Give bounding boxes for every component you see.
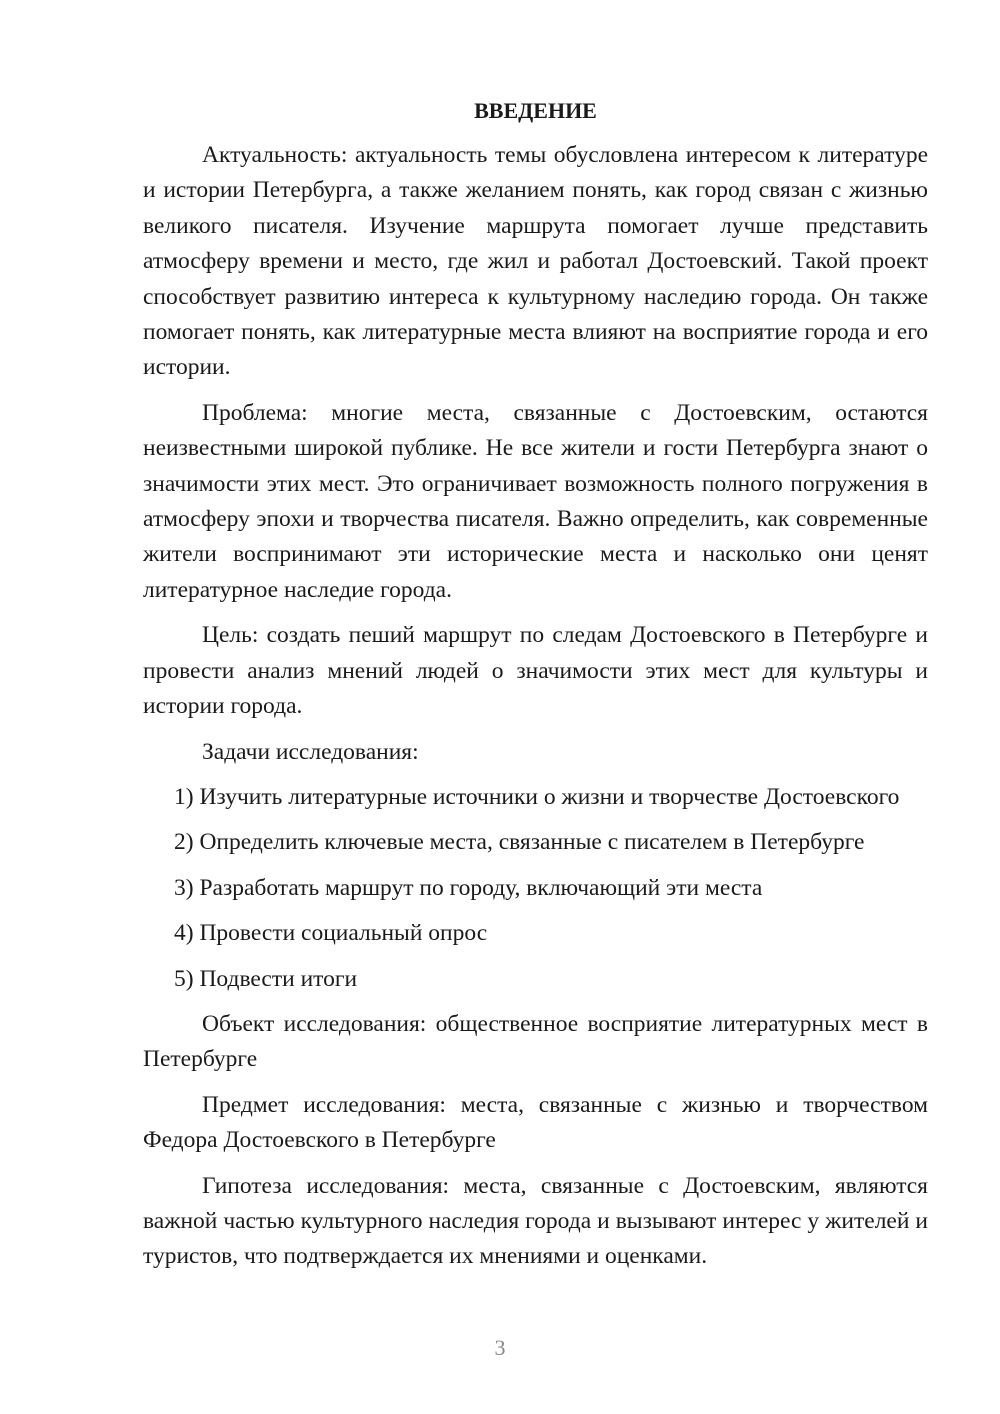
paragraph-problem: Проблема: многие места, связанные с Достоевским, остаются неизвестными широкой публике. Не все жители и гости Петербурга знают о значимости этих мест. Это ограничивает возможность полного погружения в атмосферу эпохи и творчества писателя. Важно определить, как современные жители воспринимают эти исторические места и насколько они ценят литературное наследие города.	[143, 399, 928, 603]
paragraph-object: Объект исследования: общественное восприятие литературных мест в Петербурге	[143, 1010, 928, 1073]
paragraph-subject: Предмет исследования: места, связанные с жизнью и творчеством Федора Достоевского в Петербурге	[143, 1091, 928, 1154]
tasks-list	[143, 780, 928, 997]
paragraph-hypothesis: Гипотеза исследования: места, связанные с Достоевским, являются важной частью культурного наследия города и вызывают интерес у жителей и туристов, что подтверждается их мнениями и оценками.	[143, 1172, 928, 1270]
list-item: 4) Провести социальный опрос	[174, 920, 488, 947]
list-item: 1) Изучить литературные источники о жизни и творчестве Достоевского	[174, 783, 900, 810]
list-item: 3) Разработать маршрут по городу, включающий эти места	[174, 874, 763, 901]
list-item: 2) Определить ключевые места, связанные с писателем в Петербурге	[174, 829, 865, 856]
page-number: 3	[494, 1335, 506, 1360]
list-item: 5) Подвести итоги	[174, 965, 358, 992]
tasks-heading: Задачи исследования:	[202, 738, 419, 765]
paragraph-goal: Цель: создать пеший маршрут по следам Достоевского в Петербурге и провести анализ мнений людей о значимости этих мест для культуры и истории города.	[143, 622, 928, 720]
section-heading: ВВЕДЕНИЕ	[474, 98, 597, 123]
page-content	[143, 93, 928, 1285]
paragraph-relevance: Актуальность: актуальность темы обусловлена интересом к литературе и истории Петербурга, а также желанием понять, как город связан с жизнью великого писателя. Изучение маршрута помогает лучше представить атмосферу времени и место, где жил и работал Достоевский. Такой проект способствует развитию интереса к культурному наследию города. Он также помогает понять, как литературные места влияют на восприятие города и его истории.	[143, 142, 928, 381]
